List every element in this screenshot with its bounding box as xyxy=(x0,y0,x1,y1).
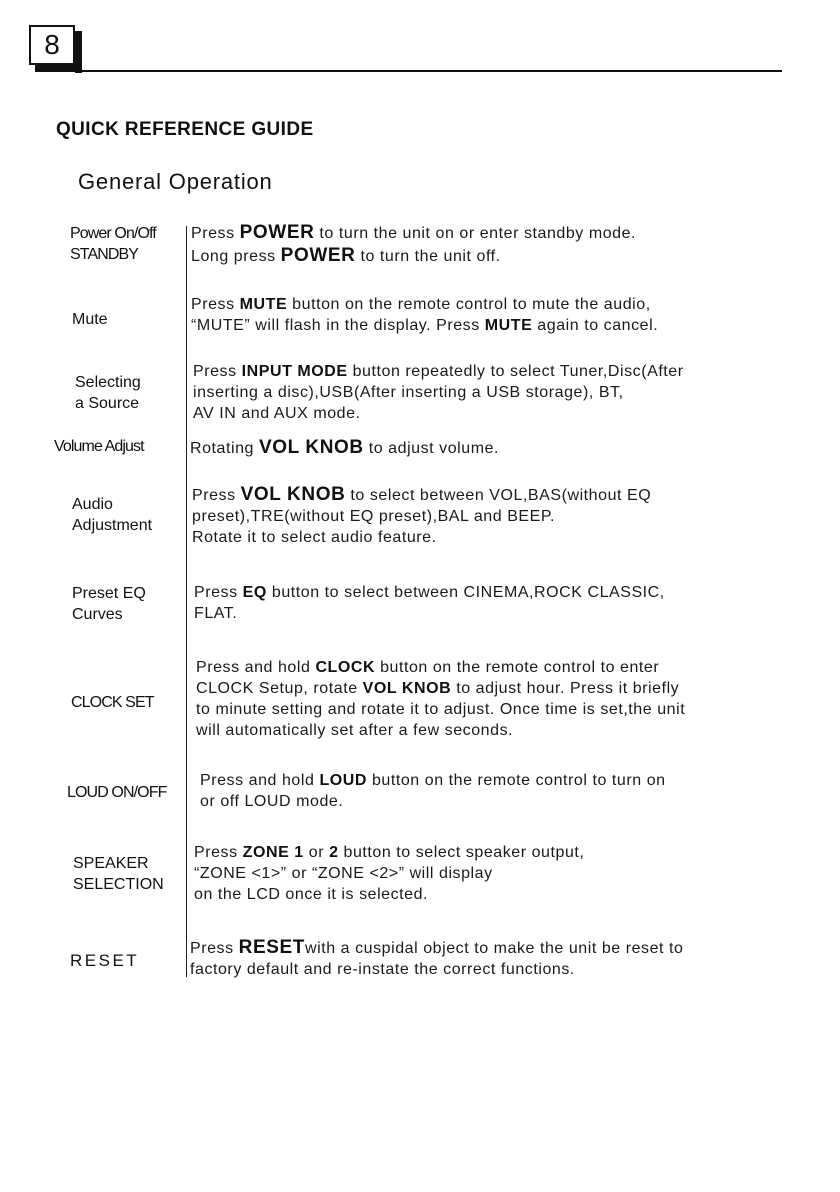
feature-label-line: CLOCK SET xyxy=(71,694,154,711)
text-run: factory default and re-instate the correct functions. xyxy=(190,961,575,978)
text-run: Press xyxy=(194,584,243,601)
text-run: will automatically set after a few seconds. xyxy=(196,722,514,739)
description-line xyxy=(194,884,584,905)
keyword: INPUT MODE xyxy=(241,363,348,380)
feature-label-line: RESET xyxy=(70,951,140,970)
feature-label xyxy=(70,950,139,971)
feature-label-line: STANDBY xyxy=(70,246,139,263)
text-run: or off LOUD mode. xyxy=(200,793,344,810)
keyword: VOL KNOB xyxy=(362,680,452,697)
description-line xyxy=(196,720,685,741)
text-run: Long press xyxy=(191,248,281,265)
feature-description xyxy=(191,223,636,269)
description-line xyxy=(190,959,684,980)
feature-label xyxy=(72,309,108,330)
description-line xyxy=(190,437,499,459)
feature-label-line: Preset EQ xyxy=(72,585,146,602)
text-run: Press xyxy=(190,940,239,957)
feature-label xyxy=(72,583,146,625)
keyword: VOL KNOB xyxy=(240,484,346,505)
feature-label xyxy=(73,853,164,895)
description-line xyxy=(196,678,685,699)
text-run: or xyxy=(303,844,330,861)
description-line xyxy=(200,791,666,812)
text-run: Press and hold xyxy=(196,659,316,676)
keyword: VOL KNOB xyxy=(259,437,364,458)
description-line xyxy=(193,361,684,382)
feature-label xyxy=(71,692,154,713)
description-line xyxy=(194,842,584,863)
feature-label-line: Volume Adjust xyxy=(54,438,144,455)
feature-label xyxy=(54,436,144,457)
text-run: button repeatedly to select Tuner,Disc(After xyxy=(347,363,684,380)
feature-label-line: Adjustment xyxy=(72,517,153,534)
keyword: 2 xyxy=(329,844,339,861)
feature-label xyxy=(70,223,156,265)
text-run: to minute setting and rotate it to adjust. Once time is set,the unit xyxy=(196,701,686,718)
keyword: POWER xyxy=(239,222,315,243)
feature-label-line: SPEAKER xyxy=(73,855,149,872)
keyword: POWER xyxy=(280,245,356,266)
feature-label xyxy=(75,372,141,414)
section-heading: General Operation xyxy=(78,169,273,194)
guide-title: QUICK REFERENCE GUIDE xyxy=(56,119,314,140)
text-run: inserting a disc),USB(After inserting a USB storage), BT, xyxy=(193,384,624,401)
text-run: button to select speaker output, xyxy=(338,844,585,861)
description-line xyxy=(190,937,684,959)
description-line xyxy=(196,657,685,678)
keyword: RESET xyxy=(238,937,306,958)
description-line xyxy=(194,863,584,884)
description-line xyxy=(191,223,636,244)
feature-description xyxy=(190,937,684,980)
keyword: ZONE 1 xyxy=(242,844,304,861)
feature-label-line: Curves xyxy=(72,606,123,623)
text-run: button on the remote control to turn on xyxy=(366,772,666,789)
feature-description xyxy=(191,294,658,336)
text-run: to select between VOL,BAS(without EQ xyxy=(345,487,652,504)
text-run: to adjust hour. Press it briefly xyxy=(451,680,680,697)
text-run: CLOCK Setup, rotate xyxy=(196,680,363,697)
feature-description xyxy=(192,484,651,548)
keyword: LOUD xyxy=(319,772,367,789)
description-line xyxy=(193,382,684,403)
feature-description xyxy=(194,582,665,624)
feature-label-line: Mute xyxy=(72,311,108,328)
feature-label-line: SELECTION xyxy=(73,876,164,893)
text-run: Press xyxy=(193,363,242,380)
text-run: preset),TRE(without EQ preset),BAL and BEEP. xyxy=(192,508,556,525)
keyword: MUTE xyxy=(484,317,533,334)
text-run: Press xyxy=(192,487,241,504)
feature-label-line: Audio xyxy=(72,496,113,513)
feature-label xyxy=(72,494,152,536)
feature-description xyxy=(190,437,499,459)
column-divider xyxy=(186,226,187,977)
description-line xyxy=(193,403,684,424)
text-run: FLAT. xyxy=(194,605,238,622)
description-line xyxy=(200,770,666,791)
feature-description xyxy=(193,361,684,424)
text-run: again to cancel. xyxy=(532,317,659,334)
feature-label-line: a Source xyxy=(75,395,140,412)
text-run: Rotate it to select audio feature. xyxy=(192,529,437,546)
text-run: button on the remote control to mute the audio, xyxy=(287,296,651,313)
text-run: to adjust volume. xyxy=(363,440,500,457)
feature-label-line: Power On/Off xyxy=(70,225,156,242)
description-line xyxy=(196,699,685,720)
description-line xyxy=(192,527,651,548)
feature-label xyxy=(67,782,166,803)
text-run: button on the remote control to enter xyxy=(375,659,660,676)
text-run: Press xyxy=(191,296,240,313)
description-line xyxy=(192,484,651,506)
text-run: to turn the unit on or enter standby mode. xyxy=(314,225,637,242)
text-run: Press and hold xyxy=(200,772,320,789)
text-run: Rotating xyxy=(190,440,259,457)
text-run: Press xyxy=(194,844,243,861)
keyword: MUTE xyxy=(239,296,288,313)
description-line xyxy=(191,294,658,315)
text-run: button to select between CINEMA,ROCK CLASSIC, xyxy=(266,584,665,601)
feature-label-line: Selecting xyxy=(75,374,141,391)
description-line xyxy=(191,244,636,269)
description-line xyxy=(194,582,665,603)
description-line xyxy=(192,506,651,527)
text-run: AV IN and AUX mode. xyxy=(193,405,361,422)
page-number: 8 xyxy=(29,25,75,65)
feature-description xyxy=(200,770,666,812)
keyword: EQ xyxy=(242,584,267,601)
feature-description xyxy=(196,657,685,741)
text-run: with a cuspidal object to make the unit be reset to xyxy=(305,940,684,957)
text-run: “ZONE <1>” or “ZONE <2>” will display xyxy=(194,865,493,882)
keyword: CLOCK xyxy=(315,659,376,676)
text-run: on the LCD once it is selected. xyxy=(194,886,429,903)
text-run: to turn the unit off. xyxy=(355,248,501,265)
feature-description xyxy=(194,842,584,905)
text-run: Press xyxy=(191,225,240,242)
feature-label-line: LOUD ON/OFF xyxy=(67,784,167,801)
description-line xyxy=(191,315,658,336)
description-line xyxy=(194,603,665,624)
text-run: “MUTE” will flash in the display. Press xyxy=(191,317,485,334)
